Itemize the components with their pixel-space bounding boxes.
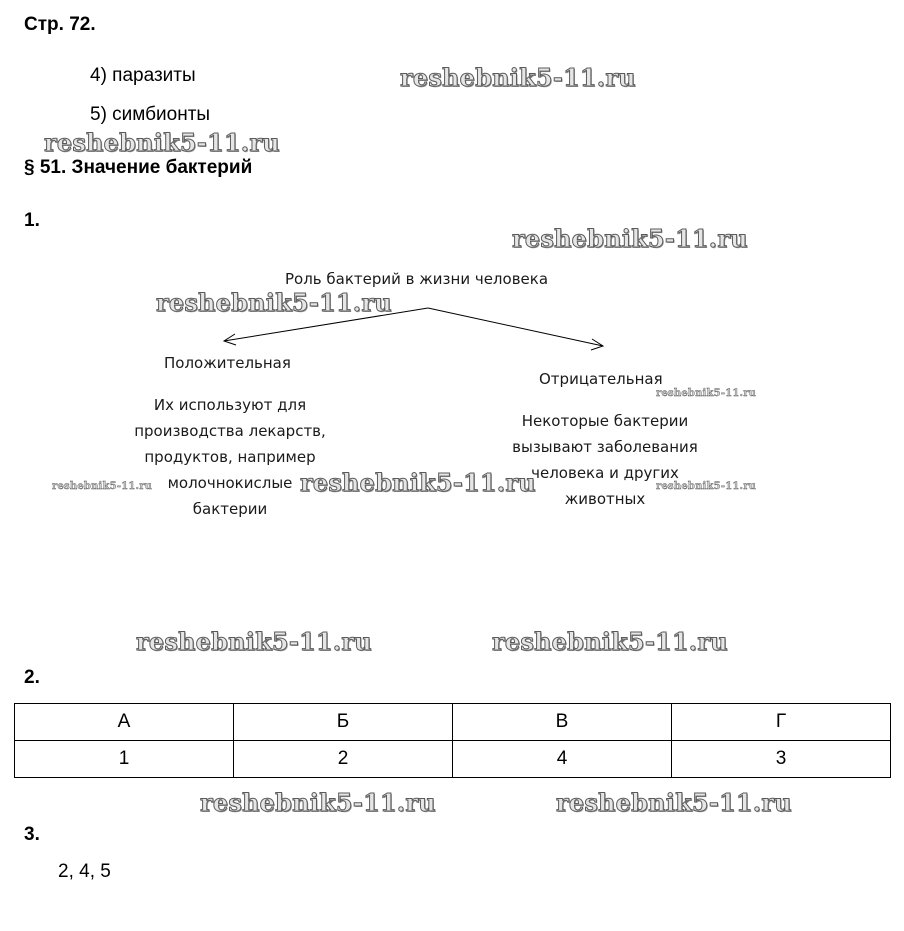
arrow-to-negative (428, 308, 603, 350)
watermark: reshebnik5-11.ru (300, 468, 536, 497)
table-header-row (15, 704, 891, 741)
table-header-cell: Г (672, 704, 891, 741)
negative-title: Отрицательная (539, 370, 663, 388)
positive-line: бактерии (192, 500, 268, 518)
watermark: reshebnik5-11.ru (656, 388, 757, 399)
section-title: § 51. Значение бактерий (24, 157, 253, 178)
watermark: reshebnik5-11.ru (656, 481, 757, 492)
negative-line: человека и других (531, 464, 679, 482)
negative-line: Некоторые бактерии (521, 412, 689, 430)
positive-line: продуктов, например (144, 448, 316, 466)
table-cell: 1 (15, 741, 234, 778)
table-cell: 3 (672, 741, 891, 778)
diagram-root-label: Роль бактерий в жизни человека (285, 270, 549, 288)
list-item-parasites: 4) паразиты (90, 65, 196, 86)
negative-line: животных (564, 490, 646, 508)
table-header-cell: А (15, 704, 234, 741)
watermark: reshebnik5-11.ru (156, 288, 392, 317)
task1-number: 1. (24, 210, 40, 231)
task2-number: 2. (24, 667, 40, 688)
positive-line: молочнокислые (167, 474, 293, 492)
table-header-cell: Б (234, 704, 453, 741)
positive-line: производства лекарств, (134, 422, 326, 440)
answer-table (14, 703, 891, 778)
table-cell: 4 (453, 741, 672, 778)
watermark: reshebnik5-11.ru (492, 627, 728, 656)
table-row (15, 741, 891, 778)
positive-title: Положительная (164, 354, 291, 372)
table-cell: 2 (234, 741, 453, 778)
positive-description (110, 392, 350, 522)
task3-number: 3. (24, 824, 40, 845)
positive-line: Их используют для (153, 396, 307, 414)
watermark: reshebnik5-11.ru (52, 481, 153, 492)
table-header-cell: В (453, 704, 672, 741)
list-item-symbionts: 5) симбионты (90, 104, 211, 125)
watermark: reshebnik5-11.ru (556, 788, 792, 817)
page-number: Стр. 72. (24, 14, 96, 35)
watermark: reshebnik5-11.ru (44, 128, 280, 157)
negative-line: вызывают заболевания (512, 438, 698, 456)
watermark: reshebnik5-11.ru (200, 788, 436, 817)
watermark: reshebnik5-11.ru (512, 224, 748, 253)
watermark: reshebnik5-11.ru (136, 627, 372, 656)
task3-answer: 2, 4, 5 (58, 861, 111, 882)
watermark: reshebnik5-11.ru (400, 63, 636, 92)
